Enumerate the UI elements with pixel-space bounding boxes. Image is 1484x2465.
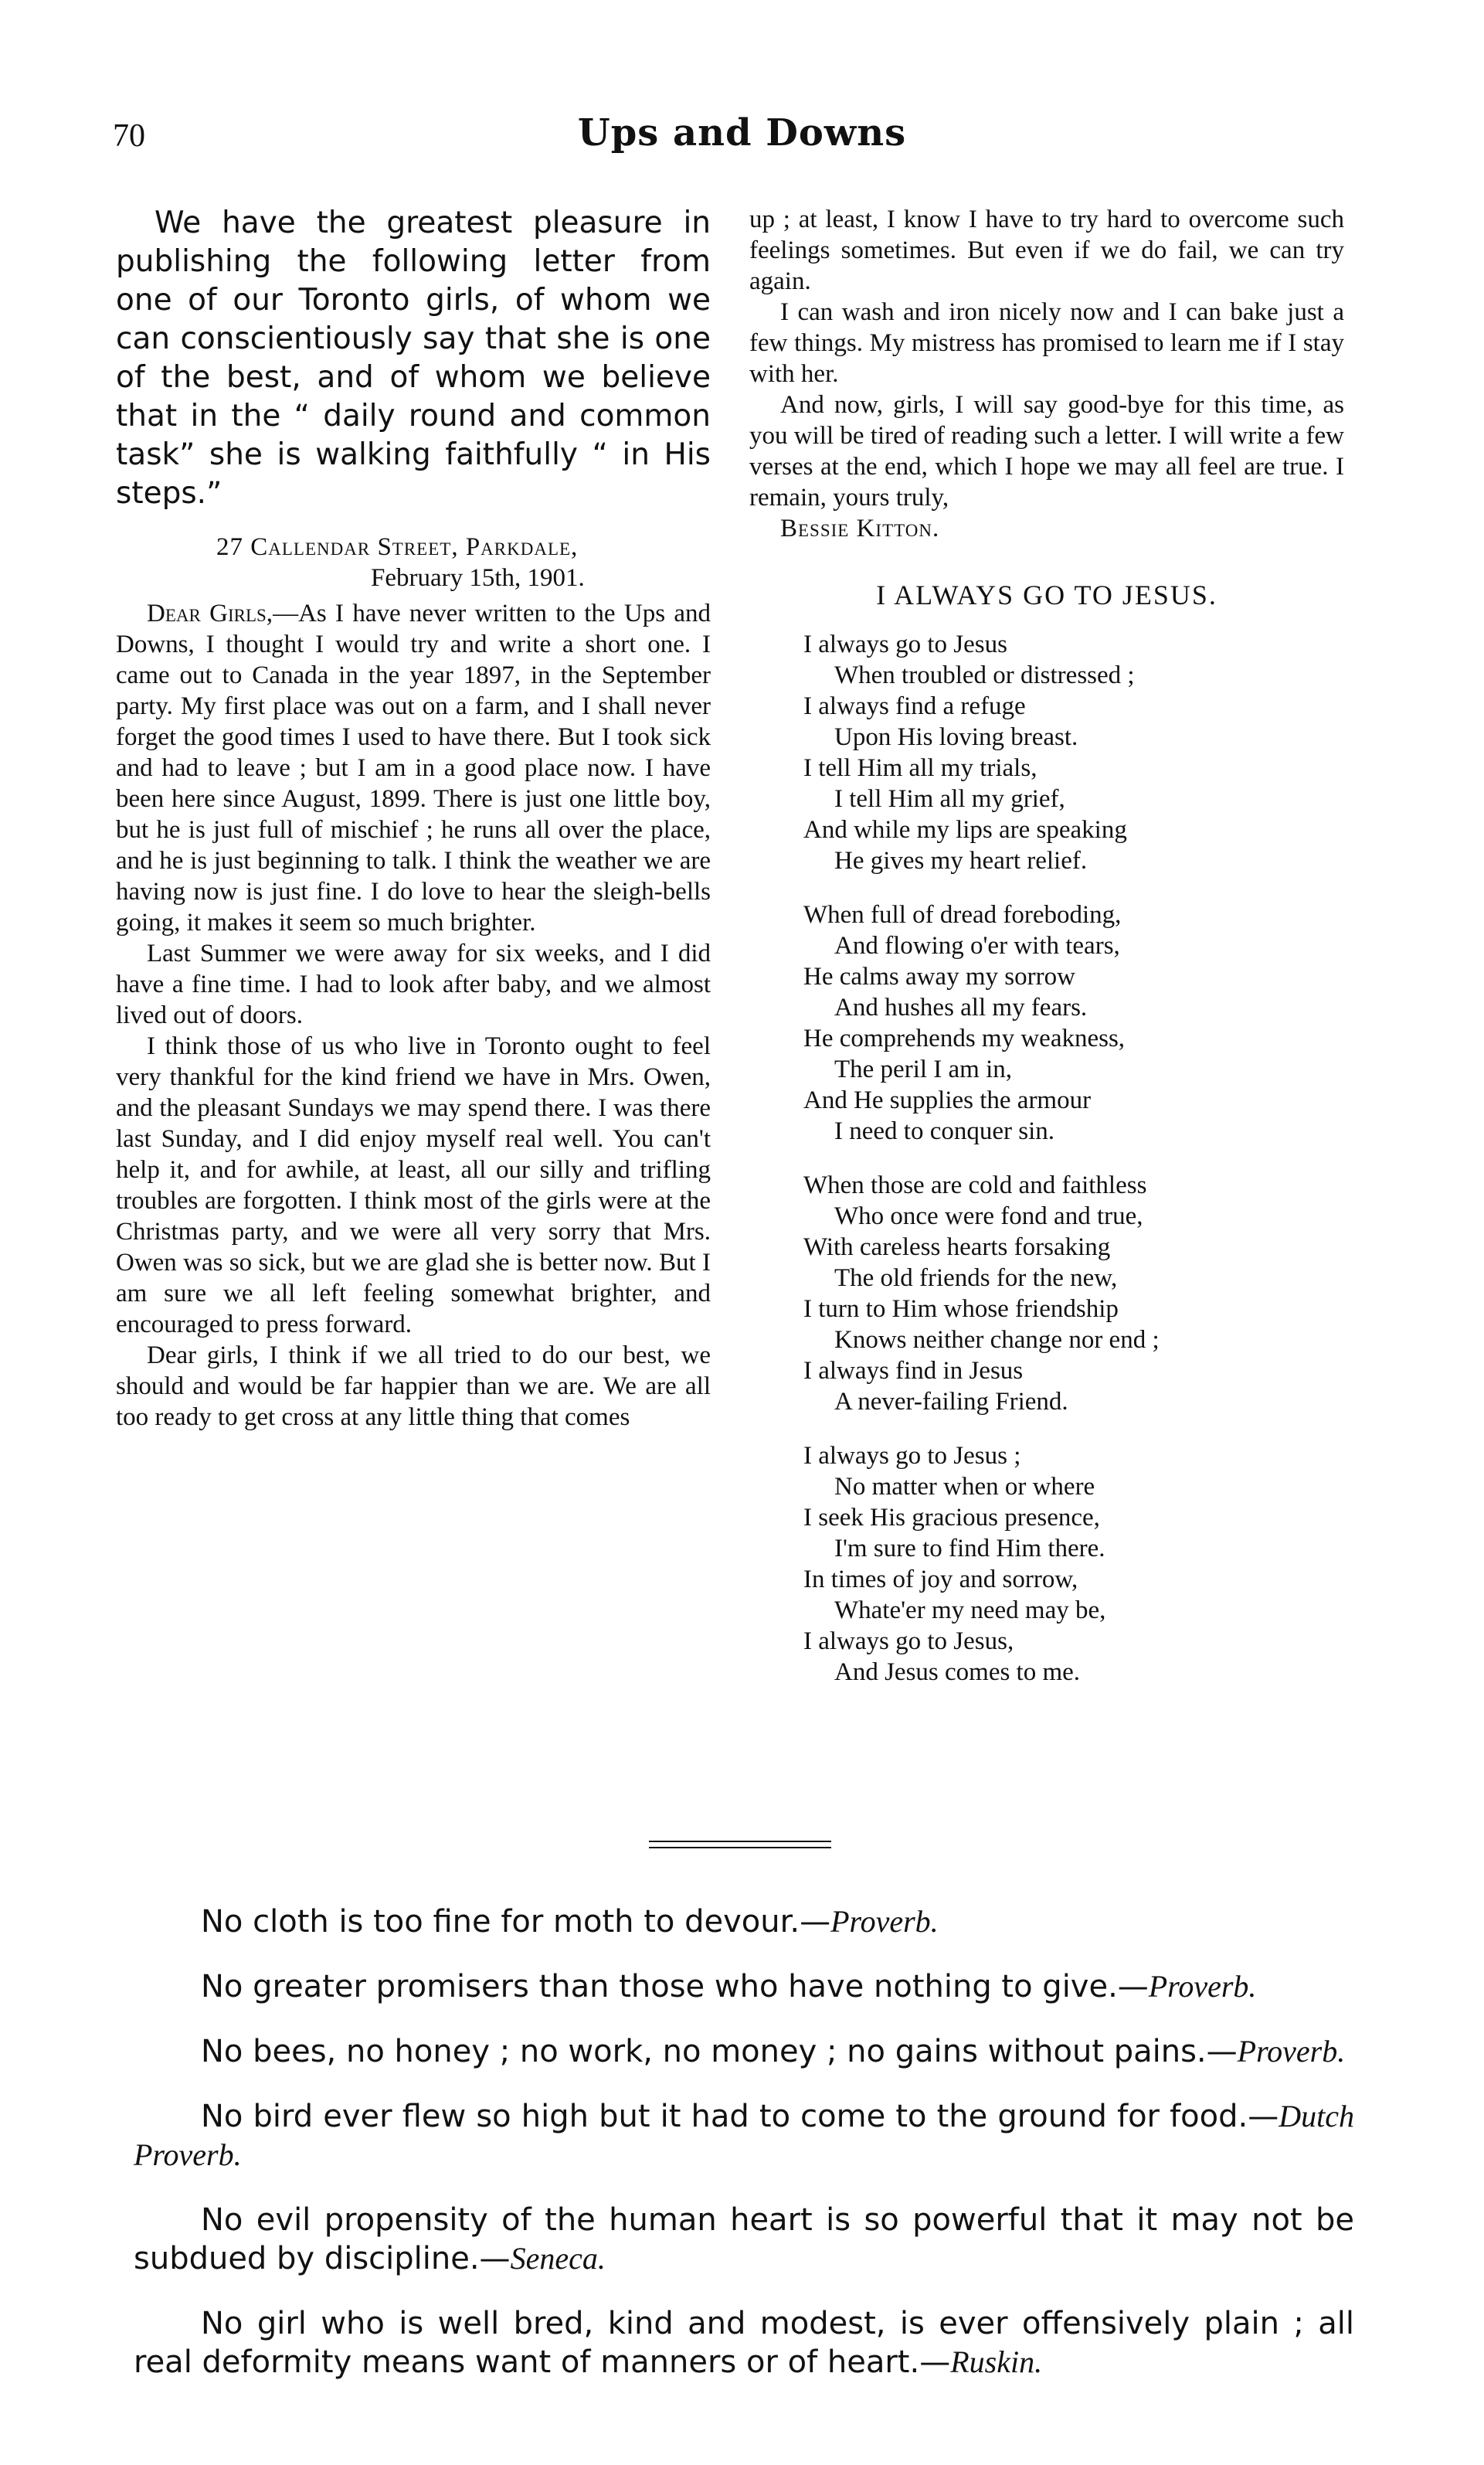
poem-line: I always find in Jesus xyxy=(803,1357,1024,1385)
poem-line: And He supplies the armour xyxy=(803,1086,1092,1114)
poem-line: I'm sure to find Him there. xyxy=(834,1535,1105,1562)
letter-address xyxy=(116,532,711,593)
section-divider xyxy=(649,1841,831,1848)
poem-line: I always find a refuge xyxy=(803,692,1026,720)
poem-line: Upon His loving breast. xyxy=(834,723,1078,751)
poem-line: When troubled or distressed ; xyxy=(834,661,1135,689)
poem-line: I tell Him all my trials, xyxy=(803,754,1037,782)
proverb-source: Dutch Proverb. xyxy=(134,2099,1354,2172)
proverb-source: Seneca. xyxy=(510,2241,606,2276)
proverb xyxy=(134,2201,1354,2278)
poem-line: Knows neither change nor end ; xyxy=(834,1326,1160,1354)
page-number: 70 xyxy=(113,118,145,154)
poem-line: Whate'er my need may be, xyxy=(834,1596,1106,1624)
letter-continuation: up ; at least, I know I have to try hard to overcome such feelings sometimes. But even if we do fail, we can try again. xyxy=(749,206,1344,295)
proverb-source: Proverb. xyxy=(1148,1969,1257,2004)
poem-line: The peril I am in, xyxy=(834,1056,1013,1083)
poem-line: He calms away my sorrow xyxy=(803,963,1075,991)
letter-date: February 15th, 1901. xyxy=(371,564,585,592)
letter-paragraph: I think those of us who live in Toronto ought to feel very thankful for the kind friend we have in Mrs. Owen, and the pleasant Sundays we may spend there. I was there last Sunday, and I did enjoy myself real well. You can't help it, and for awhile, at least, all our silly and trifling troubles are forgotten. I think most of the girls were at the Christmas party, and we were all very sorry that Mrs. Owen was so sick, but we are glad she is better now. But I am sure we all left feeling somewhat brighter, and encouraged to press forward. xyxy=(116,1032,711,1338)
proverb-text: No cloth is too fine for moth to devour.— xyxy=(201,1904,831,1940)
poem-line: A never-failing Friend. xyxy=(834,1388,1068,1416)
poem-line: No matter when or where xyxy=(834,1473,1095,1501)
letter-body-left xyxy=(116,598,711,1433)
proverb-source: Proverb. xyxy=(830,1904,939,1939)
proverb-text: No bees, no honey ; no work, no money ; no gains without pains.— xyxy=(201,2034,1238,2069)
poem-line: And while my lips are speaking xyxy=(803,816,1127,844)
proverb xyxy=(134,1967,1354,2006)
poem-line: I seek His gracious presence, xyxy=(803,1504,1100,1532)
poem-stanza-1 xyxy=(803,629,1344,876)
proverb-source: Ruskin. xyxy=(950,2344,1043,2379)
letter-salutation: Dear Girls, xyxy=(147,600,273,627)
poem-stanza-3 xyxy=(803,1170,1344,1417)
poem-line: I always go to Jesus ; xyxy=(803,1442,1021,1470)
poem-line: In times of joy and sorrow, xyxy=(803,1566,1078,1593)
poem-line: And hushes all my fears. xyxy=(834,994,1088,1022)
letter-body-right xyxy=(749,204,1344,544)
poem-line: And Jesus comes to me. xyxy=(834,1658,1081,1686)
poem-line: I turn to Him whose friendship xyxy=(803,1295,1119,1323)
poem-line: With careless hearts forsaking xyxy=(803,1233,1111,1261)
proverb-text: No girl who is well bred, kind and modest, is ever offensively plain ; all real deformity means want of manners or of heart.— xyxy=(134,2306,1354,2380)
poem-line: He comprehends my weakness, xyxy=(803,1025,1126,1052)
proverb-text: No greater promisers than those who have nothing to give.— xyxy=(201,1969,1149,2004)
letter-paragraph: Dear girls, I think if we all tried to do our best, we should and would be far happier than we are. We are all too ready to get cross at any little thing that comes xyxy=(116,1341,711,1431)
poem-line: I always go to Jesus xyxy=(803,631,1007,658)
letter-paragraph: Last Summer we were away for six weeks, and I did have a fine time. I had to look after baby, and we almost lived out of doors. xyxy=(116,940,711,1029)
poem-title: I ALWAYS GO TO JESUS. xyxy=(876,580,1217,610)
poem-line: I tell Him all my grief, xyxy=(834,785,1065,813)
proverb xyxy=(134,1902,1354,1941)
running-title: Ups and Downs xyxy=(577,111,907,155)
poem-line: I need to conquer sin. xyxy=(834,1117,1054,1145)
poem-line: And flowing o'er with tears, xyxy=(834,932,1120,960)
poem-line: When full of dread foreboding, xyxy=(803,901,1122,929)
proverb xyxy=(134,2097,1354,2174)
poem-stanza-4 xyxy=(803,1440,1344,1688)
editorial-intro: We have the greatest pleasure in publishing the following letter from one of our Toronto girls, of whom we can conscientiously say that she is one of the best, and of whom we believe that in the “ daily round and common task” she is walking faithfully “ in His steps.” xyxy=(116,206,711,511)
letter-signature: Bessie Kitton. xyxy=(780,515,940,542)
letter-paragraph: I can wash and iron nicely now and I can bake just a few things. My mistress has promised to learn me if I stay with her. xyxy=(749,298,1344,388)
letter-paragraph: And now, girls, I will say good-bye for this time, as you will be tired of reading such a letter. I will write a few verses at the end, which I hope we may all feel are true. I remain, yours truly, xyxy=(749,391,1344,512)
right-column xyxy=(749,204,1344,1711)
proverbs-section xyxy=(134,1902,1354,2408)
poem-line: He gives my heart relief. xyxy=(834,847,1088,875)
letter-street: 27 Callendar Street, Parkdale, xyxy=(216,533,579,561)
proverb xyxy=(134,2304,1354,2382)
proverb-text: No bird ever flew so high but it had to come to the ground for food.— xyxy=(201,2099,1279,2134)
poem-stanza-2 xyxy=(803,899,1344,1147)
left-column xyxy=(116,204,711,1433)
poem-line: Who once were fond and true, xyxy=(834,1202,1143,1230)
poem-line: When those are cold and faithless xyxy=(803,1171,1147,1199)
letter-paragraph xyxy=(116,598,711,938)
proverb xyxy=(134,2032,1354,2071)
letter-paragraph-text: —As I have never written to the Ups and Downs, I thought I would try and write a short one. I came out to Canada in the year 1897, in the September party. My first place was out on a farm, and I shall never forget the good times I used to have there. But I took sick and had to leave ; but I am in a good place now. I have been here since August, 1899. There is just one little boy, but he is just full of mischief ; he runs all over the place, and he is just beginning to talk. I think the weather we are having now is just fine. I do love to hear the sleigh-bells going, it makes it seem so much brighter. xyxy=(116,600,711,937)
proverb-source: Proverb. xyxy=(1237,2034,1346,2069)
poem-line: I always go to Jesus, xyxy=(803,1627,1014,1655)
proverb-text: No evil propensity of the human heart is so powerful that it may not be subdued by discipline.— xyxy=(134,2202,1354,2276)
poem-line: The old friends for the new, xyxy=(834,1264,1118,1292)
